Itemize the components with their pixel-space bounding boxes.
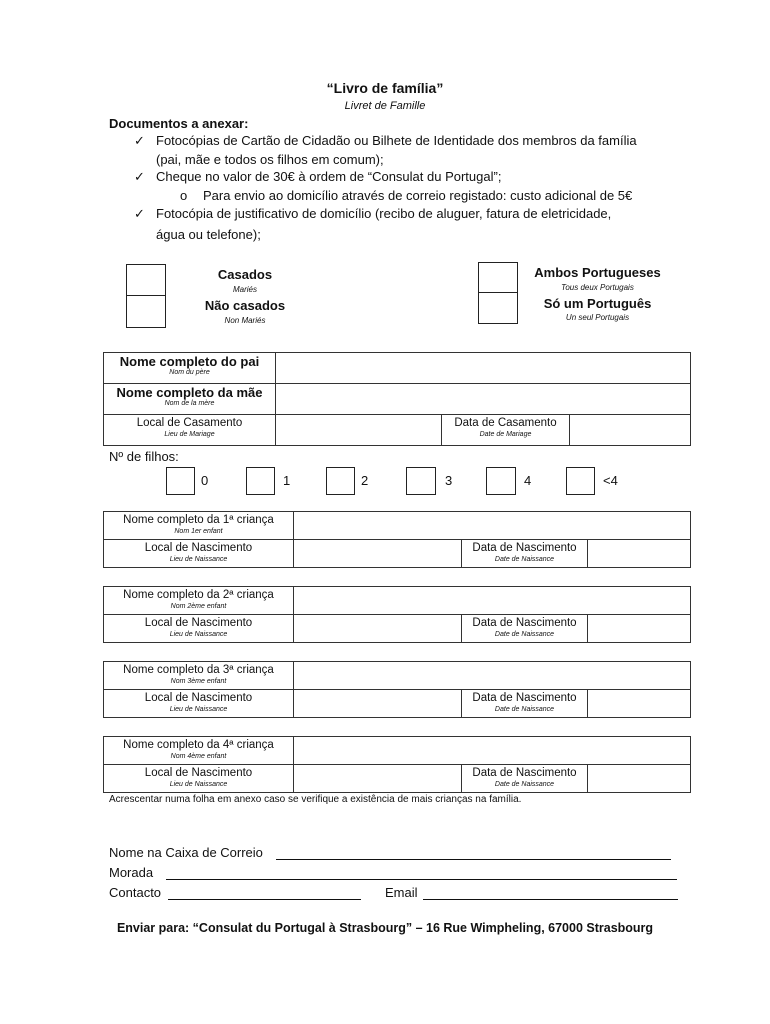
child-3-data-input[interactable] [588, 690, 691, 718]
nao-casados-label-fr: Non Mariés [224, 316, 266, 325]
child-1-name-label-cell [104, 512, 294, 540]
child-4-name-label-cell [104, 737, 294, 765]
child-2-name-input[interactable] [294, 587, 691, 615]
sub-bullet-icon: o [180, 188, 188, 203]
so-um-portugues-checkbox[interactable] [478, 292, 518, 324]
filhos-2-label: 2 [361, 473, 369, 488]
child-4-local-label-cell [104, 765, 294, 793]
child-2-name-label-cell [104, 587, 294, 615]
child-1-data-input[interactable] [588, 540, 691, 568]
child-2-table [103, 586, 691, 643]
data-casamento-label-cell [442, 415, 570, 446]
ambos-portugueses-label-fr: Tous deux Portugais [561, 283, 634, 292]
page-subtitle: Livret de Famille [344, 100, 426, 112]
checkmark-icon: ✓ [134, 206, 145, 221]
child-1-local-label-fr: Lieu de Naissance [169, 556, 228, 563]
local-casamento-label-cell [104, 415, 276, 446]
email-label: Email [385, 885, 418, 900]
document-sub-item: Para envio ao domicílio através de correio registado: custo adicional de 5€ [203, 188, 633, 203]
child-1-table [103, 511, 691, 568]
casados-checkbox[interactable] [126, 264, 166, 296]
caixa-correio-input[interactable] [276, 859, 671, 860]
child-1-name-input[interactable] [294, 512, 691, 540]
filhos-more-label: <4 [603, 473, 618, 488]
casados-label: Casados [217, 267, 273, 282]
send-to-address: Enviar para: “Consulat du Portugal à Strasbourg” – 16 Rue Wimpheling, 67000 Strasbourg [116, 921, 654, 935]
local-casamento-label-fr: Lieu de Mariage [164, 431, 215, 438]
ambos-portugueses-checkbox[interactable] [478, 262, 518, 293]
child-3-table [103, 661, 691, 718]
child-4-name-label: Nome completo da 4ª criança [123, 739, 274, 751]
nao-casados-label: Não casados [204, 298, 286, 313]
mae-label-fr: Nom de la mère [164, 400, 215, 407]
contacto-input[interactable] [168, 899, 361, 900]
child-4-data-input[interactable] [588, 765, 691, 793]
child-2-data-label: Data de Nascimento [472, 617, 577, 629]
child-4-table [103, 736, 691, 793]
filhos-1-label: 1 [283, 473, 291, 488]
child-2-data-label-cell [462, 615, 588, 643]
more-children-note: Acrescentar numa folha em anexo caso se verifique a existência de mais crianças na família. [109, 794, 522, 805]
child-3-data-label-fr: Date de Naissance [494, 706, 555, 713]
morada-input[interactable] [166, 879, 677, 880]
nao-casados-checkbox[interactable] [126, 295, 166, 328]
page-title: “Livro de família” [326, 80, 444, 96]
child-3-name-label-fr: Nom 3ème enfant [170, 678, 227, 685]
child-1-local-label: Local de Nascimento [144, 542, 253, 554]
child-4-data-label-fr: Date de Naissance [494, 781, 555, 788]
pai-label-fr: Nom du père [169, 369, 210, 376]
ambos-portugueses-label: Ambos Portugueses [534, 265, 661, 280]
caixa-correio-label: Nome na Caixa de Correio [109, 845, 263, 860]
document-item-1-line1: Fotocópias de Cartão de Cidadão ou Bilhete de Identidade dos membros da família [156, 133, 637, 148]
child-2-name-label: Nome completo da 2ª criança [123, 589, 274, 601]
document-item-3-line2: água ou telefone); [156, 227, 261, 242]
child-3-name-label: Nome completo da 3ª criança [123, 664, 274, 676]
child-1-name-label-fr: Nom 1er enfant [174, 528, 223, 535]
child-1-local-input[interactable] [294, 540, 462, 568]
pai-input[interactable] [276, 353, 691, 384]
child-1-name-label: Nome completo da 1ª criança [123, 514, 274, 526]
child-3-data-label: Data de Nascimento [472, 692, 577, 704]
morada-label: Morada [109, 865, 154, 880]
child-4-local-input[interactable] [294, 765, 462, 793]
so-um-portugues-label-fr: Un seul Portugais [565, 313, 630, 322]
child-3-local-label-fr: Lieu de Naissance [169, 706, 228, 713]
mae-label-cell [104, 384, 276, 415]
child-2-data-input[interactable] [588, 615, 691, 643]
child-3-local-label-cell [104, 690, 294, 718]
child-2-local-label-cell [104, 615, 294, 643]
filhos-3-label: 3 [445, 473, 453, 488]
email-input[interactable] [423, 899, 678, 900]
child-4-name-label-fr: Nom 4ème enfant [170, 753, 227, 760]
child-1-data-label-cell [462, 540, 588, 568]
child-1-local-label-cell [104, 540, 294, 568]
child-2-local-label-fr: Lieu de Naissance [169, 631, 228, 638]
filhos-2-checkbox[interactable] [326, 467, 355, 495]
child-1-data-label: Data de Nascimento [472, 542, 577, 554]
filhos-4-checkbox[interactable] [486, 467, 516, 495]
documents-heading: Documentos a anexar: [109, 116, 249, 131]
mae-label: Nome completo da mãe [116, 385, 263, 400]
data-casamento-label-fr: Date de Mariage [479, 431, 532, 438]
document-item-2: Cheque no valor de 30€ à ordem de “Consulat du Portugal”; [156, 169, 502, 184]
contacto-label: Contacto [109, 885, 162, 900]
pai-label-cell [104, 353, 276, 384]
checkmark-icon: ✓ [134, 133, 145, 148]
child-2-data-label-fr: Date de Naissance [494, 631, 555, 638]
child-4-local-label: Local de Nascimento [144, 767, 253, 779]
child-4-name-input[interactable] [294, 737, 691, 765]
document-item-1-line2: (pai, mãe e todos os filhos em comum); [156, 152, 384, 167]
filhos-more-checkbox[interactable] [566, 467, 595, 495]
child-2-local-label: Local de Nascimento [144, 617, 253, 629]
child-4-data-label-cell [462, 765, 588, 793]
document-item-3-line1: Fotocópia de justificativo de domicílio (recibo de aluguer, fatura de eletricidade, [156, 206, 612, 221]
child-3-local-label: Local de Nascimento [144, 692, 253, 704]
parents-table [103, 352, 691, 446]
filhos-4-label: 4 [524, 473, 532, 488]
filhos-0-label: 0 [201, 473, 209, 488]
filhos-0-checkbox[interactable] [166, 467, 195, 495]
data-casamento-label: Data de Casamento [454, 417, 557, 429]
pai-label: Nome completo do pai [119, 354, 260, 369]
child-4-local-label-fr: Lieu de Naissance [169, 781, 228, 788]
casados-label-fr: Mariés [232, 285, 257, 294]
local-casamento-input[interactable] [276, 415, 442, 446]
mae-input[interactable] [276, 384, 691, 415]
child-2-name-label-fr: Nom 2ème enfant [170, 603, 227, 610]
child-3-name-label-cell [104, 662, 294, 690]
filhos-3-checkbox[interactable] [406, 467, 436, 495]
child-3-name-input[interactable] [294, 662, 691, 690]
child-3-data-label-cell [462, 690, 588, 718]
local-casamento-label: Local de Casamento [136, 417, 243, 429]
so-um-portugues-label: Só um Português [543, 296, 652, 311]
num-filhos-label: Nº de filhos: [109, 449, 179, 464]
checkmark-icon: ✓ [134, 169, 145, 184]
child-3-local-input[interactable] [294, 690, 462, 718]
filhos-1-checkbox[interactable] [246, 467, 275, 495]
data-casamento-input[interactable] [570, 415, 691, 446]
child-1-data-label-fr: Date de Naissance [494, 556, 555, 563]
child-4-data-label: Data de Nascimento [472, 767, 577, 779]
child-2-local-input[interactable] [294, 615, 462, 643]
